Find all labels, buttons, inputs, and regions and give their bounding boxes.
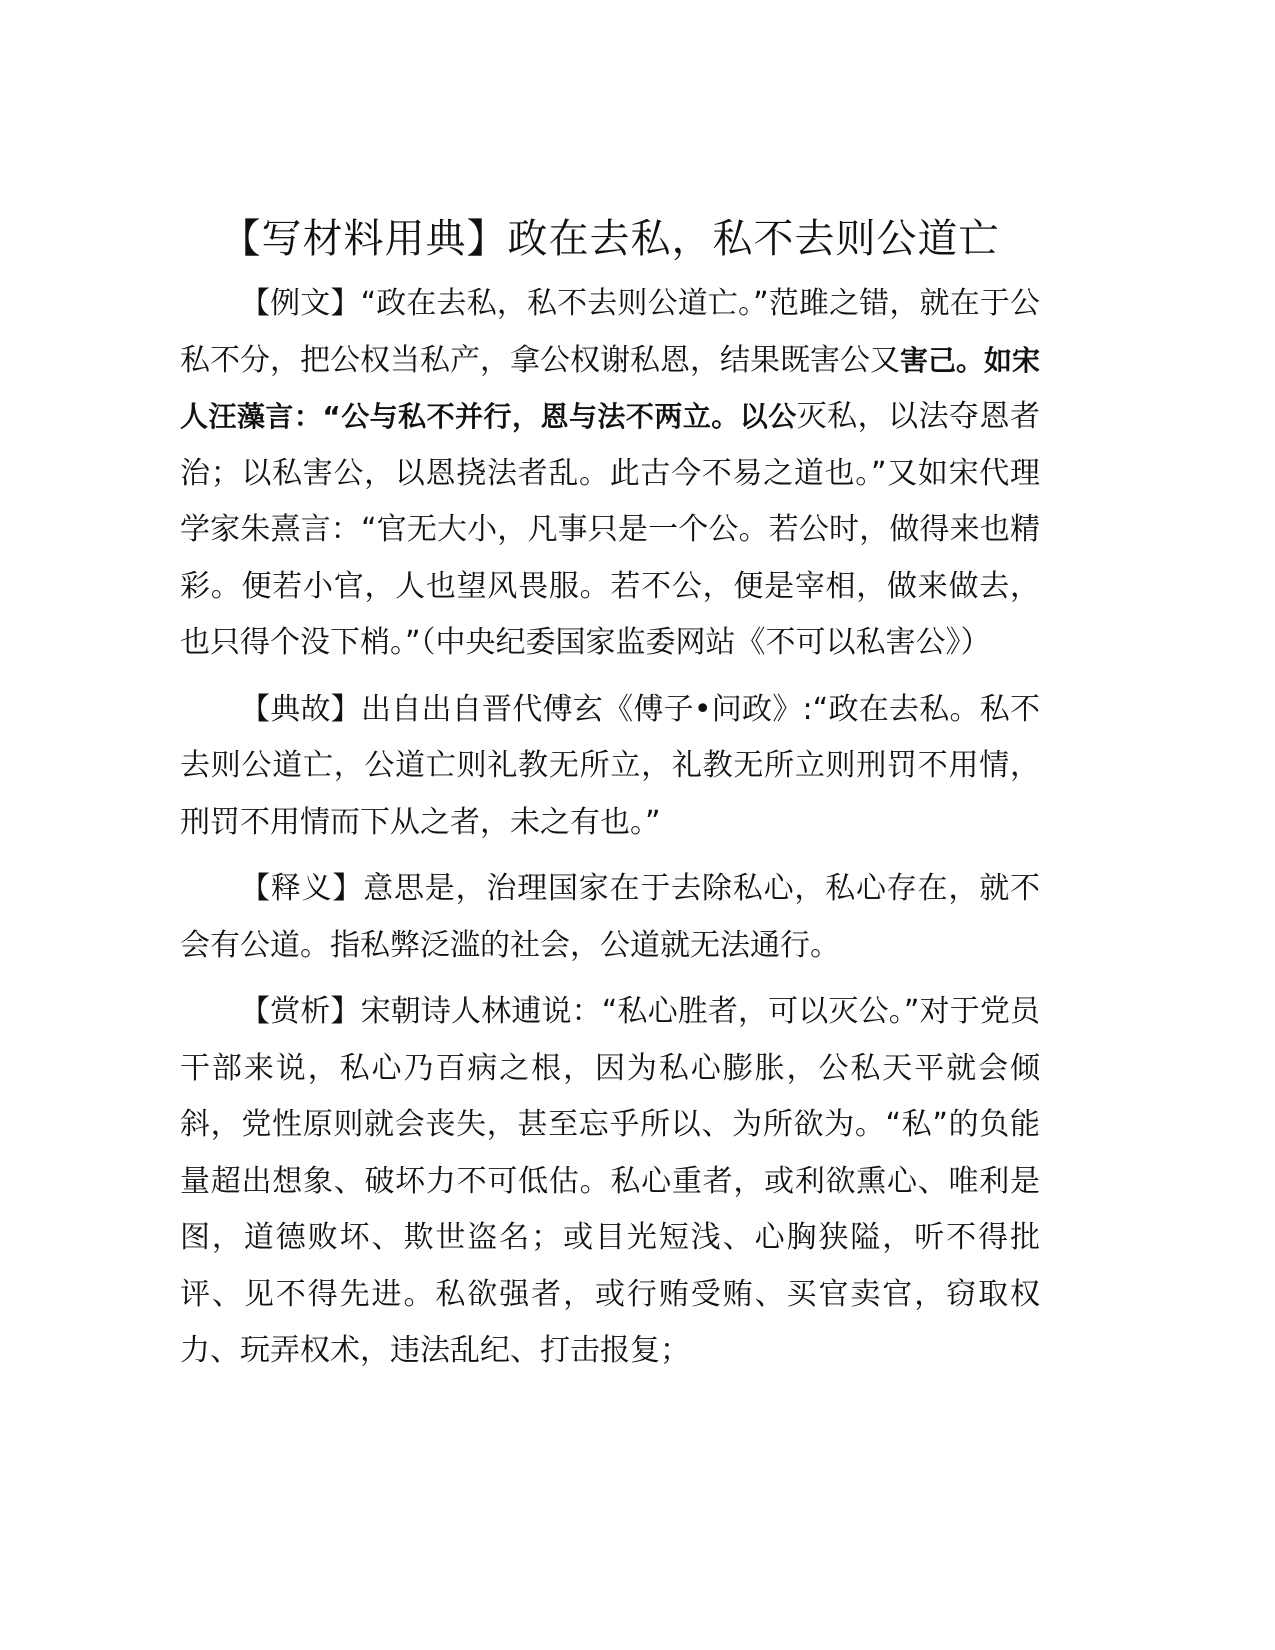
meaning-text: 【释义】意思是，治理国家在于去除私心，私心存在，就不会有公道。指私弊泛滥的社会，公道就无法通行。 (180, 871, 1040, 963)
document-title: 【写材料用典】政在去私，私不去则公道亡 (220, 216, 1000, 262)
paragraph-origin (180, 682, 1040, 852)
example-text-bold: 害己。如宋人汪藻言：“公与私不并行，恩与法不两立。以公 (180, 343, 1041, 433)
example-text-2: 灭私，以法夺恩者治；以私害公，以恩挠法者乱。此古今不易之道也。”又如宋代理学家朱熹言：“官无大小，凡事只是一个公。若公时，做得来也精彩。便若小官，人也望风畏服。若不公，便是宰相，做来做去，也只得个没下梢。”（中央纪委国家监委网站《不可以私害公》） (180, 399, 1040, 660)
paragraph-analysis (180, 984, 1040, 1380)
analysis-text: 【赏析】宋朝诗人林逋说：“私心胜者，可以灭公。”对于党员干部来说，私心乃百病之根，因为私心膨胀，公私天平就会倾斜，党性原则就会丧失，甚至忘乎所以、为所欲为。“私”的负能量超出想象、破坏力不可低估。私心重者，或利欲熏心、唯利是图，道德败坏、欺世盗名；或目光短浅、心胸狭隘，听不得批评、见不得先进。私欲强者，或行贿受贿、买官卖官，窃取权力、玩弄权术，违法乱纪、打击报复； (180, 994, 1040, 1368)
example-text-1: 【例文】“政在去私，私不去则公道亡。”范雎之错，就在于公私不分，把公权当私产，拿公权谢私恩，结果既害公又 (180, 286, 1040, 378)
document-page (180, 206, 1040, 1390)
origin-text: 【典故】出自出自晋代傅玄《傅子•问政》:“政在去私。私不去则公道亡，公道亡则礼教无所立，礼教无所立则刑罚不用情，刑罚不用情而下从之者，未之有也。” (180, 691, 1040, 840)
paragraph-example (180, 276, 1040, 672)
paragraph-meaning (180, 861, 1040, 974)
